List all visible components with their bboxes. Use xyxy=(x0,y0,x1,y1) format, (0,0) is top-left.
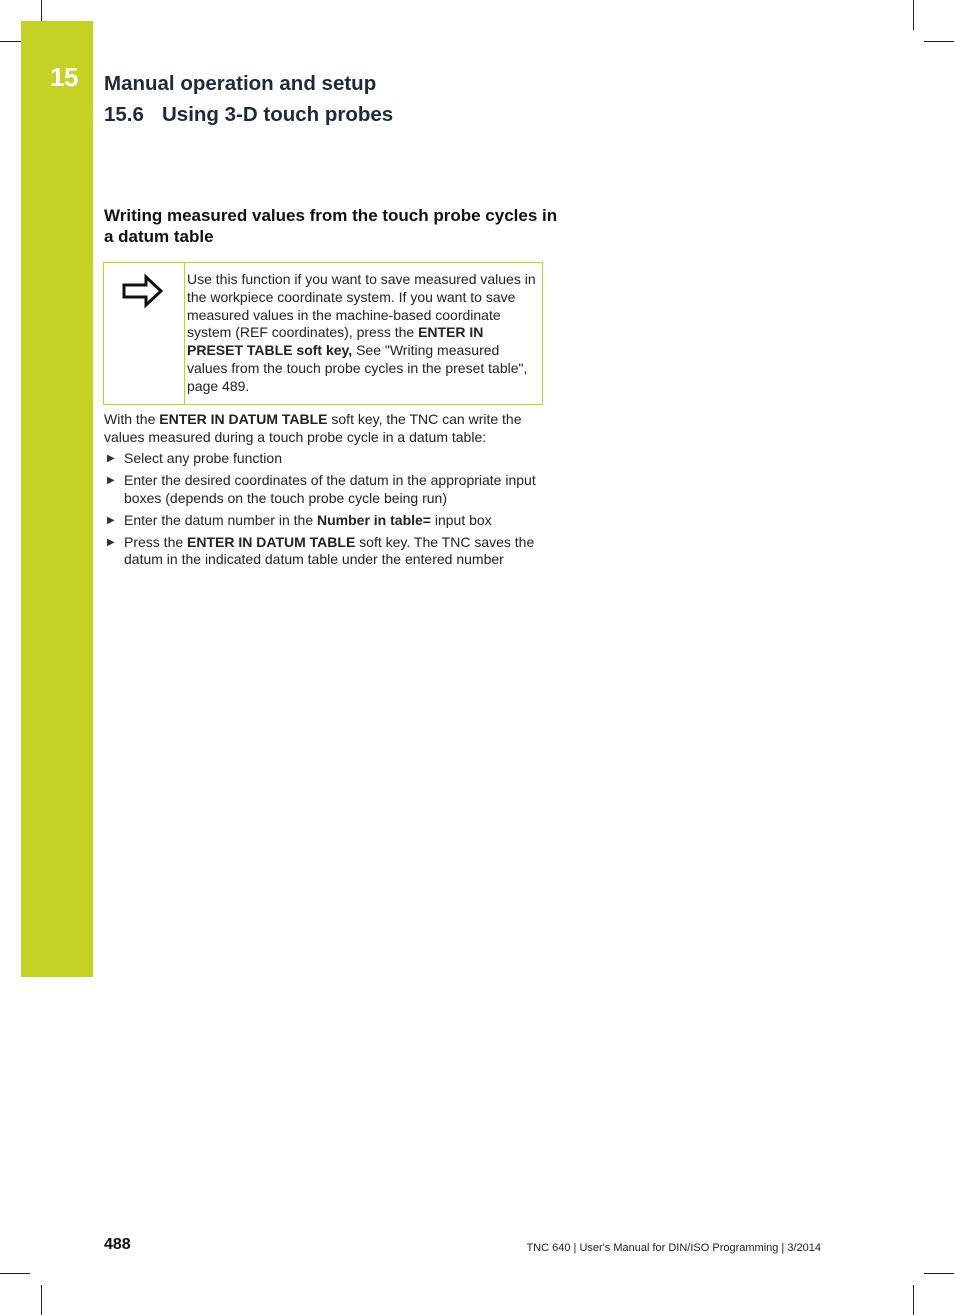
step-text: Select any probe function xyxy=(124,450,282,466)
note-softkey: ENTER IN PRESET TABLE soft key, xyxy=(187,324,484,359)
chapter-title: Manual operation and setup xyxy=(104,72,377,95)
step-text: Enter the desired coordinates of the datum in the appropriate input boxes (depends on the touch probe cycle being run) xyxy=(124,472,536,506)
bullet-arrow-icon: ▶ xyxy=(107,453,115,464)
bullet-arrow-icon: ▶ xyxy=(107,536,115,548)
crop-mark xyxy=(41,0,42,22)
crop-mark xyxy=(913,0,914,30)
crop-mark xyxy=(41,1285,42,1315)
crop-mark xyxy=(924,41,954,42)
footer-text: TNC 640 | User's Manual for DIN/ISO Programming | 3/2014 xyxy=(526,1242,821,1254)
step-text: soft key. The TNC saves the datum in the indicated datum table under the entered number xyxy=(124,533,535,567)
intro-text-part: With the xyxy=(104,411,160,427)
bullet-arrow-icon: ▶ xyxy=(107,514,115,526)
crop-mark xyxy=(0,1273,30,1274)
crop-mark xyxy=(913,1285,914,1315)
list-item xyxy=(104,512,544,530)
subsection-heading: Writing measured values from the touch probe cycles in a datum table xyxy=(104,206,558,246)
section-title-text: Using 3-D touch probes xyxy=(162,103,394,126)
list-item xyxy=(104,472,544,507)
step-bold: ENTER IN DATUM TABLE xyxy=(187,533,356,550)
note-divider xyxy=(184,263,185,404)
intro-text-part: soft key, the TNC can write the values measured during a touch probe cycle in a datum table: xyxy=(104,411,522,445)
step-text: Press the xyxy=(124,533,188,550)
note-text xyxy=(187,271,537,396)
step-text: input box xyxy=(430,511,492,528)
chapter-number: 15 xyxy=(50,62,78,92)
step-text: Enter the datum number in the xyxy=(124,511,317,528)
chapter-sidebar xyxy=(21,21,93,977)
step-bold: Number in table= xyxy=(317,511,431,528)
list-item xyxy=(104,450,544,468)
section-title xyxy=(104,103,393,127)
note-text-part: See "Writing measured values from the touch probe cycles in the preset table", page 489. xyxy=(187,342,528,394)
intro-softkey: ENTER IN DATUM TABLE xyxy=(159,411,328,427)
list-item xyxy=(104,534,544,569)
note-box xyxy=(103,262,543,405)
step-list xyxy=(104,450,544,573)
crop-mark xyxy=(0,41,22,42)
page-number: 488 xyxy=(104,1236,131,1253)
note-text-part: Use this function if you want to save measured values in the workpiece coordinate system. If you want to save measured values in the machine-based coordinate system (REF coordinates), press the xyxy=(187,271,536,341)
crop-mark xyxy=(924,1273,954,1274)
intro-paragraph xyxy=(104,411,544,446)
bullet-arrow-icon: ▶ xyxy=(107,475,115,486)
arrow-right-outline-icon xyxy=(122,273,164,309)
section-number: 15.6 xyxy=(104,103,144,126)
